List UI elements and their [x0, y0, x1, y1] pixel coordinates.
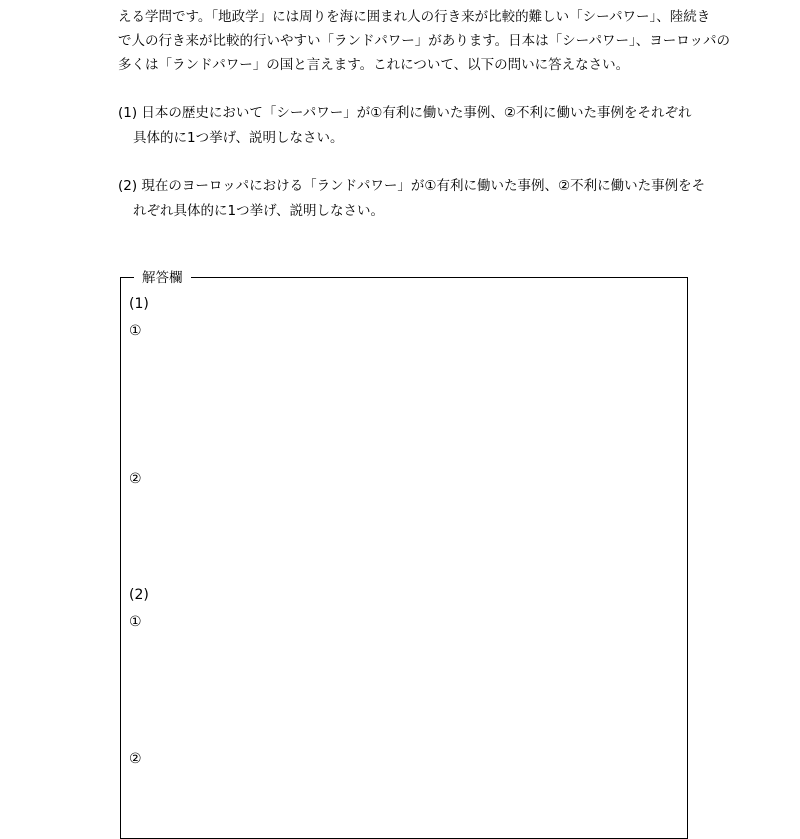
answer-box-legend: 解答欄 [134, 268, 191, 288]
intro-paragraph [118, 5, 730, 77]
question-1 [118, 101, 691, 151]
answer-section-2-item-2-label: ② [129, 751, 142, 767]
answer-section-1-item-1-label: ① [129, 323, 142, 339]
answer-box [120, 270, 688, 839]
question-2 [118, 174, 705, 224]
intro-line-2: で人の行き来が比較的行いやすい「ランドパワー」があります。日本は「シーパワー」、ヨーロッパの [118, 33, 730, 49]
answer-section-1-item-2-label: ② [129, 471, 142, 487]
question-1-line-1: (1) 日本の歴史において「シーパワー」が①有利に働いた事例、②不利に働いた事例をそれぞれ [118, 105, 692, 121]
answer-section-2-label: (2) [129, 587, 149, 603]
intro-line-3: 多くは「ランドパワー」の国と言えます。これについて、以下の問いに答えなさい。 [118, 57, 630, 73]
question-2-line-1: (2) 現在のヨーロッパにおける「ランドパワー」が①有利に働いた事例、②不利に働いた事例をそ [118, 178, 706, 194]
question-1-line-2: 具体的に1つ挙げ、説明しなさい。 [133, 130, 344, 146]
answer-section-2-item-1-label: ① [129, 614, 142, 630]
intro-line-1: える学問です。「地政学」には周りを海に囲まれ人の行き来が比較的難しい「シーパワー」、陸続き [118, 9, 711, 25]
answer-section-1-label: (1) [129, 296, 149, 312]
question-2-line-2: れぞれ具体的に1つ挙げ、説明しなさい。 [133, 203, 385, 219]
